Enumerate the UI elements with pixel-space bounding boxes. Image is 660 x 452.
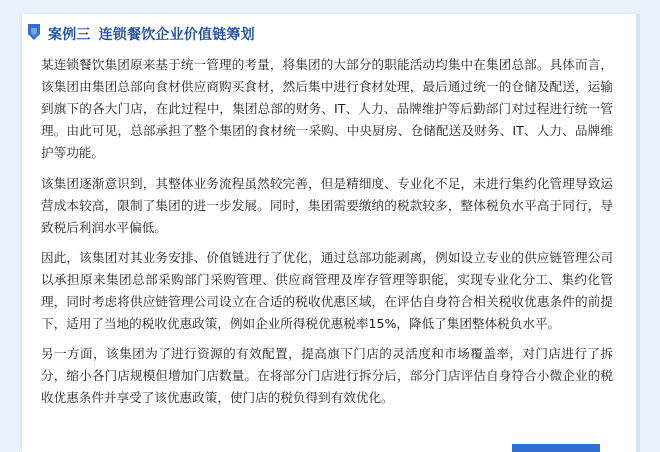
- case-body: [41, 54, 613, 417]
- case-title: [48, 24, 255, 44]
- shield-bullet-icon: [27, 23, 41, 41]
- card-edge-divider: [636, 14, 640, 452]
- bottom-accent-bar: [512, 444, 600, 452]
- case-number: 案例三: [48, 27, 91, 43]
- paragraph-1: 某连锁餐饮集团原来基于统一管理的考量，将集团的大部分的职能活动均集中在集团总部。具体而言，该集团由集团总部向食材供应商购买食材，然后集中进行食材处理，最后通过统一的仓储及配送，运输到旗下的各大门店，在此过程中，集团总部的财务、IT、人力、品牌维护等后勤部门对过程进行统一管理。由此可见，总部承担了整个集团的食材统一采购、中央厨房、仓储配送及财务、IT、人力、品牌维护等功能。: [41, 57, 613, 160]
- case-title-text: 连锁餐饮企业价值链筹划: [98, 27, 255, 43]
- paragraph-4: 另一方面，该集团为了进行资源的有效配置，提高旗下门店的灵活度和市场覆盖率，对门店进行了拆分，缩小各门店规模但增加门店数量。在将部分门店进行拆分后，部分门店评估自身符合小微企业的税收优惠条件并享受了该优惠政策，使门店的税负得到有效优化。: [41, 346, 613, 405]
- paragraph-2: 该集团逐渐意识到，其整体业务流程虽然较完善，但是精细度、专业化不足，未进行集约化管理导致运营成本较高，限制了集团的进一步发展。同时，集团需要缴纳的税款较多，整体税负水平高于同行，导致税后利润水平偏低。: [41, 176, 613, 235]
- paragraph-3: 因此，该集团对其业务安排、价值链进行了优化，通过总部功能剥离，例如设立专业的供应链管理公司以承担原来集团总部采购部门采购管理、供应商管理及库存管理等职能，实现专业化分工、集约化管理，同时考虑将供应链管理公司设立在合适的税收优惠区域，在评估自身符合相关税收优惠条件的前提下，适用了当地的税收优惠政策，例如企业所得税优惠税率15%，降低了集团整体税负水平。: [41, 250, 613, 331]
